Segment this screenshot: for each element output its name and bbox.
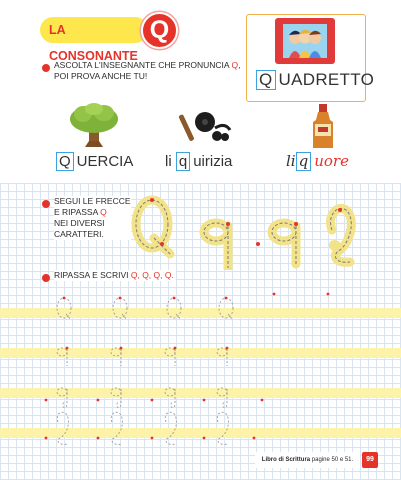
letter-badge: Q — [141, 12, 178, 49]
word-quercia: Q UERCIA — [56, 152, 133, 171]
bullet-icon — [42, 274, 50, 282]
word-liquirizia: li q uirizia — [165, 153, 233, 170]
bullet-icon — [42, 200, 50, 208]
word-quadretto: Q UADRETTO — [256, 70, 374, 90]
liquorice-icon — [178, 108, 236, 149]
liquor-bottle-icon — [309, 102, 337, 155]
page-title: LA CONSONANTE — [49, 23, 138, 63]
instruction-listen: ASCOLTA L'INSEGNANTE CHE PRONUNCIA Q, POI PROVA ANCHE TU! — [54, 60, 241, 81]
tree-icon — [68, 101, 120, 154]
trace-letters — [128, 192, 368, 275]
footer-reference: Libro di Scrittura pagine 50 e 51. — [255, 452, 360, 468]
instruction-trace: SEGUI LE FRECCE E RIPASSA Q NEI DIVERSI CARATTERI. — [54, 196, 131, 239]
tracing-rows — [40, 290, 340, 455]
instruction-write: RIPASSA E SCRIVI Q, Q, Q, Q. — [54, 270, 174, 280]
word-liquore: li q uore — [286, 152, 349, 170]
painting-canvas — [283, 24, 327, 58]
title-pill — [40, 17, 148, 63]
page-number: 99 — [362, 452, 378, 468]
bullet-icon — [42, 64, 50, 72]
